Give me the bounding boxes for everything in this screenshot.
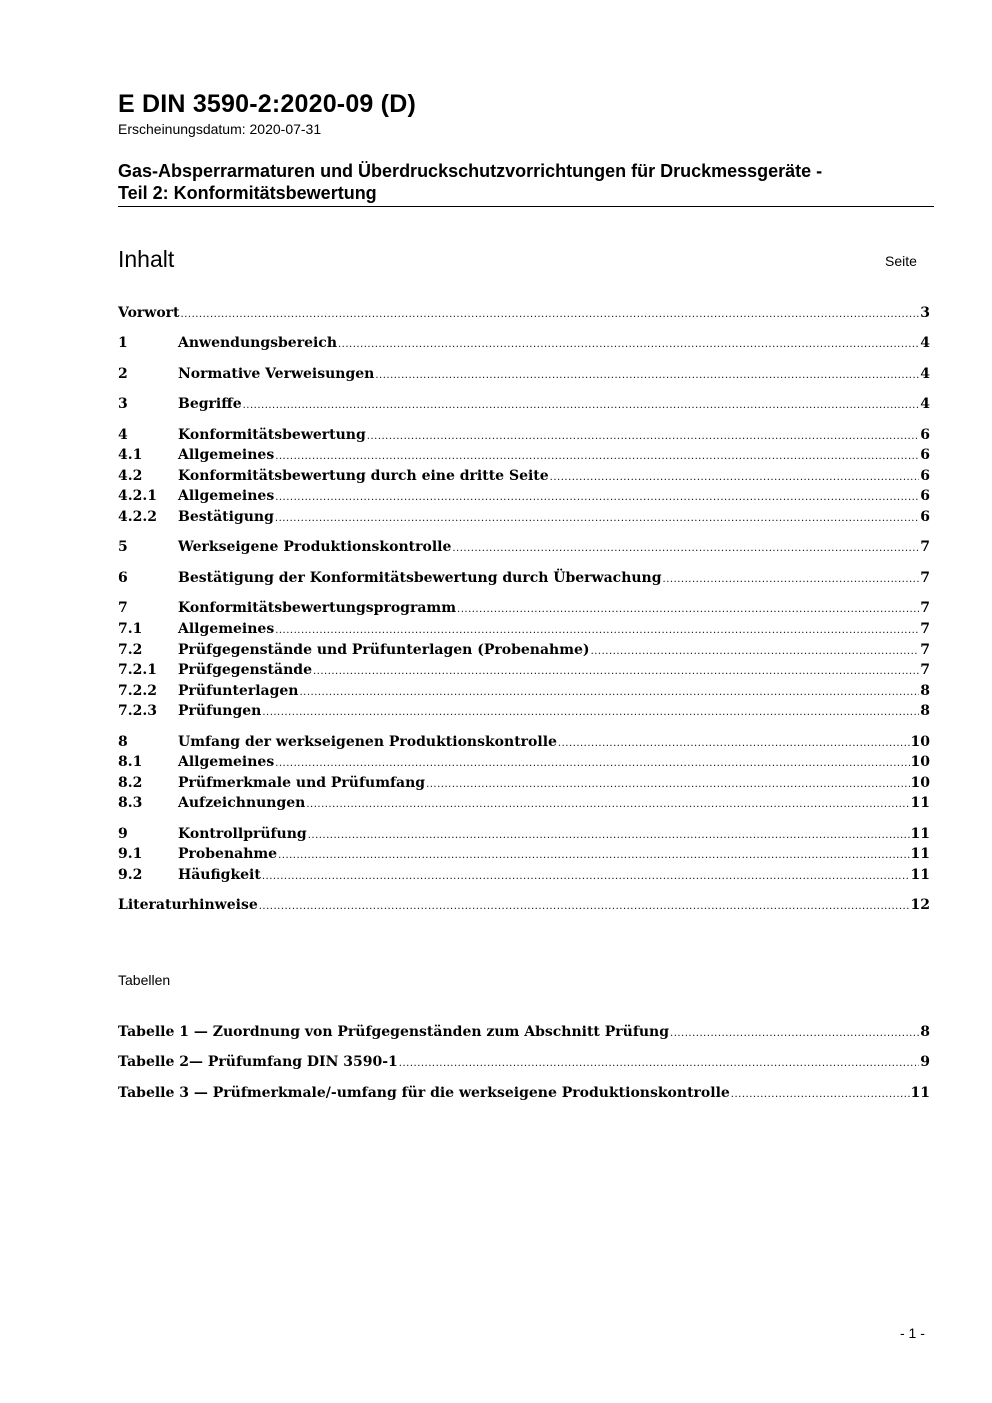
toc-entry-number: 1 <box>118 335 128 351</box>
toc-entry-vorwort[interactable] <box>118 303 930 323</box>
toc-entry-4-1[interactable] <box>118 445 930 465</box>
toc-entry-9-1[interactable] <box>118 844 930 864</box>
toc-entry-number: 5 <box>118 539 128 555</box>
toc-dot-leader <box>262 867 910 887</box>
toc-entry-text: Prüfgegenstände <box>178 662 312 678</box>
toc-entry-page: 6 <box>920 447 930 463</box>
toc-dot-leader <box>275 509 919 529</box>
toc-entry-text: Prüfmerkmale und Prüfumfang <box>178 775 426 791</box>
toc-entry-8-2[interactable] <box>118 773 930 793</box>
toc-entry-text: Bestätigung der Konformitätsbewertung durch Überwachung <box>178 570 662 586</box>
toc-dot-leader <box>457 600 919 620</box>
toc-entry-number: 8 <box>118 734 128 750</box>
toc-entry-page: 4 <box>920 366 930 382</box>
toc-entry-number: 7.2 <box>118 642 143 658</box>
toc-entry-number: 7.2.2 <box>118 683 157 699</box>
toc-entry-text: Probenahme <box>178 846 278 862</box>
toc-dot-leader <box>452 539 919 559</box>
toc-dot-leader <box>313 662 919 682</box>
toc-dot-leader <box>338 335 919 355</box>
toc-entry-page: 11 <box>910 846 930 862</box>
toc-dot-leader <box>550 468 920 488</box>
toc-entry-page: 6 <box>920 468 930 484</box>
toc-entry-text: Vorwort <box>118 305 180 321</box>
toc-entry-text: Begriffe <box>178 396 242 412</box>
toc-entry-number: 4.2 <box>118 468 143 484</box>
table-entry-3[interactable] <box>118 1083 930 1103</box>
toc-entry-page: 10 <box>910 734 930 750</box>
toc-dot-leader <box>243 396 920 416</box>
toc-entry-number: 4.1 <box>118 447 143 463</box>
toc-dot-leader <box>663 570 920 590</box>
toc-entry-text: Normative Verweisungen <box>178 366 375 382</box>
toc-entry-number: 7.2.3 <box>118 703 157 719</box>
toc-entry-page: 7 <box>920 642 930 658</box>
toc-entry-page: 7 <box>920 662 930 678</box>
toc-entry-number: 4.2.2 <box>118 509 157 525</box>
toc-entry-page: 8 <box>920 703 930 719</box>
toc-entry-number: 4 <box>118 427 128 443</box>
toc-dot-leader <box>299 683 919 703</box>
title-divider <box>118 206 934 207</box>
toc-dot-leader <box>278 846 909 866</box>
table-entry-page: 8 <box>920 1024 930 1040</box>
toc-entry-text: Prüfgegenstände und Prüfunterlagen (Probenahme) <box>178 642 590 658</box>
toc-entry-1[interactable] <box>118 333 930 353</box>
toc-dot-leader <box>731 1085 910 1105</box>
toc-entry-text: Kontrollprüfung <box>178 826 307 842</box>
toc-entry-number: 9 <box>118 826 128 842</box>
toc-entry-page: 3 <box>920 305 930 321</box>
toc-entry-page: 7 <box>920 539 930 555</box>
toc-entry-text: Werkseigene Produktionskontrolle <box>178 539 452 555</box>
toc-entry-number: 6 <box>118 570 128 586</box>
toc-dot-leader <box>275 621 919 641</box>
toc-heading: Inhalt <box>118 246 175 272</box>
toc-dot-leader <box>181 305 920 325</box>
toc-entry-7-2-2[interactable] <box>118 681 930 701</box>
toc-dot-leader <box>275 488 919 508</box>
toc-entry-page: 8 <box>920 683 930 699</box>
toc-entry-page: 6 <box>920 488 930 504</box>
toc-entry-text: Literaturhinweise <box>118 897 258 913</box>
toc-dot-leader <box>399 1054 919 1074</box>
toc-entry-number: 2 <box>118 366 128 382</box>
toc-entry-9-2[interactable] <box>118 865 930 885</box>
toc-entry-7[interactable] <box>118 598 930 618</box>
toc-entry-7-2-1[interactable] <box>118 660 930 680</box>
toc-dot-leader <box>375 366 919 386</box>
toc-entry-9[interactable] <box>118 824 930 844</box>
table-entry-text: Tabelle 2— Prüfumfang DIN 3590-1 <box>118 1054 398 1070</box>
toc-dot-leader <box>275 754 909 774</box>
toc-entry-page: 12 <box>910 897 930 913</box>
toc-entry-text: Allgemeines <box>178 447 275 463</box>
toc-entry-4-2[interactable] <box>118 466 930 486</box>
toc-entry-page: 6 <box>920 509 930 525</box>
toc-entry-text: Allgemeines <box>178 621 275 637</box>
toc-entry-text: Konformitätsbewertung <box>178 427 366 443</box>
table-entry-page: 11 <box>910 1085 930 1101</box>
toc-entry-text: Allgemeines <box>178 754 275 770</box>
page-number: - 1 - <box>900 1325 925 1341</box>
toc-dot-leader <box>262 703 919 723</box>
toc-entry-text: Häufigkeit <box>178 867 261 883</box>
toc-entry-number: 7.2.1 <box>118 662 157 678</box>
toc-dot-leader <box>259 897 910 917</box>
table-entry-text: Tabelle 3 — Prüfmerkmale/-umfang für die werkseigene Produktionskontrolle <box>118 1085 730 1101</box>
toc-entry-number: 7 <box>118 600 128 616</box>
toc-entry-number: 8.1 <box>118 754 143 770</box>
toc-entry-4[interactable] <box>118 425 930 445</box>
toc-entry-page: 10 <box>910 775 930 791</box>
toc-dot-leader <box>591 642 920 662</box>
toc-entry-number: 9.2 <box>118 867 143 883</box>
toc-entry-7-2-3[interactable] <box>118 701 930 721</box>
toc-entry-number: 9.1 <box>118 846 143 862</box>
table-entry-page: 9 <box>920 1054 930 1070</box>
toc-entry-text: Prüfungen <box>178 703 262 719</box>
toc-entry-number: 7.1 <box>118 621 143 637</box>
toc-entry-7-1[interactable] <box>118 619 930 639</box>
document-id: E DIN 3590-2:2020-09 (D) <box>118 90 416 118</box>
toc-entry-page: 7 <box>920 621 930 637</box>
toc-entry-number: 4.2.1 <box>118 488 157 504</box>
table-entry-2[interactable] <box>118 1052 930 1072</box>
toc-page-label: Seite <box>885 253 917 269</box>
toc-entry-text: Bestätigung <box>178 509 274 525</box>
toc-dot-leader <box>306 795 909 815</box>
toc-entry-text: Anwendungsbereich <box>178 335 337 351</box>
table-entry-1[interactable] <box>118 1022 930 1042</box>
toc-entry-2[interactable] <box>118 364 930 384</box>
toc-entry-page: 11 <box>910 826 930 842</box>
toc-entry-8-1[interactable] <box>118 752 930 772</box>
title-line-2: Teil 2: Konformitätsbewertung <box>118 183 377 203</box>
toc-entry-page: 7 <box>920 600 930 616</box>
toc-entry-number: 8.2 <box>118 775 143 791</box>
toc-entry-4-2-2[interactable] <box>118 507 930 527</box>
toc-entry-page: 10 <box>910 754 930 770</box>
table-entry-text: Tabelle 1 — Zuordnung von Prüfgegenständen zum Abschnitt Prüfung <box>118 1024 670 1040</box>
toc-entry-text: Konformitätsbewertungsprogramm <box>178 600 457 616</box>
toc-entry-8-3[interactable] <box>118 793 930 813</box>
toc-dot-leader <box>367 427 919 447</box>
toc-entry-4-2-1[interactable] <box>118 486 930 506</box>
toc-dot-leader <box>308 826 910 846</box>
title-line-1: Gas-Absperrarmaturen und Überdruckschutzvorrichtungen für Druckmessgeräte - <box>118 161 823 181</box>
toc-dot-leader <box>670 1024 919 1044</box>
toc-entry-number: 3 <box>118 396 128 412</box>
toc-entry-3[interactable] <box>118 394 930 414</box>
toc-entry-6[interactable] <box>118 568 930 588</box>
toc-entry-number: 8.3 <box>118 795 143 811</box>
toc-dot-leader <box>558 734 910 754</box>
toc-entry-text: Allgemeines <box>178 488 275 504</box>
toc-entry-page: 4 <box>920 396 930 412</box>
toc-entry-page: 6 <box>920 427 930 443</box>
tables-heading: Tabellen <box>118 972 171 988</box>
toc-entry-8[interactable] <box>118 732 930 752</box>
document-title <box>118 160 934 204</box>
toc-entry-7-2[interactable] <box>118 640 930 660</box>
toc-entry-page: 11 <box>910 795 930 811</box>
toc-entry-text: Aufzeichnungen <box>178 795 306 811</box>
toc-dot-leader <box>426 775 909 795</box>
toc-entry-5[interactable] <box>118 537 930 557</box>
toc-entry-text: Prüfunterlagen <box>178 683 299 699</box>
toc-entry-page: 7 <box>920 570 930 586</box>
toc-dot-leader <box>275 447 919 467</box>
publication-date: Erscheinungsdatum: 2020-07-31 <box>118 121 322 137</box>
toc-entry-text: Konformitätsbewertung durch eine dritte Seite <box>178 468 549 484</box>
toc-entry-page: 11 <box>910 867 930 883</box>
toc-entry-literaturhinweise[interactable] <box>118 895 930 915</box>
toc-entry-page: 4 <box>920 335 930 351</box>
toc-entry-text: Umfang der werkseigenen Produktionskontrolle <box>178 734 557 750</box>
